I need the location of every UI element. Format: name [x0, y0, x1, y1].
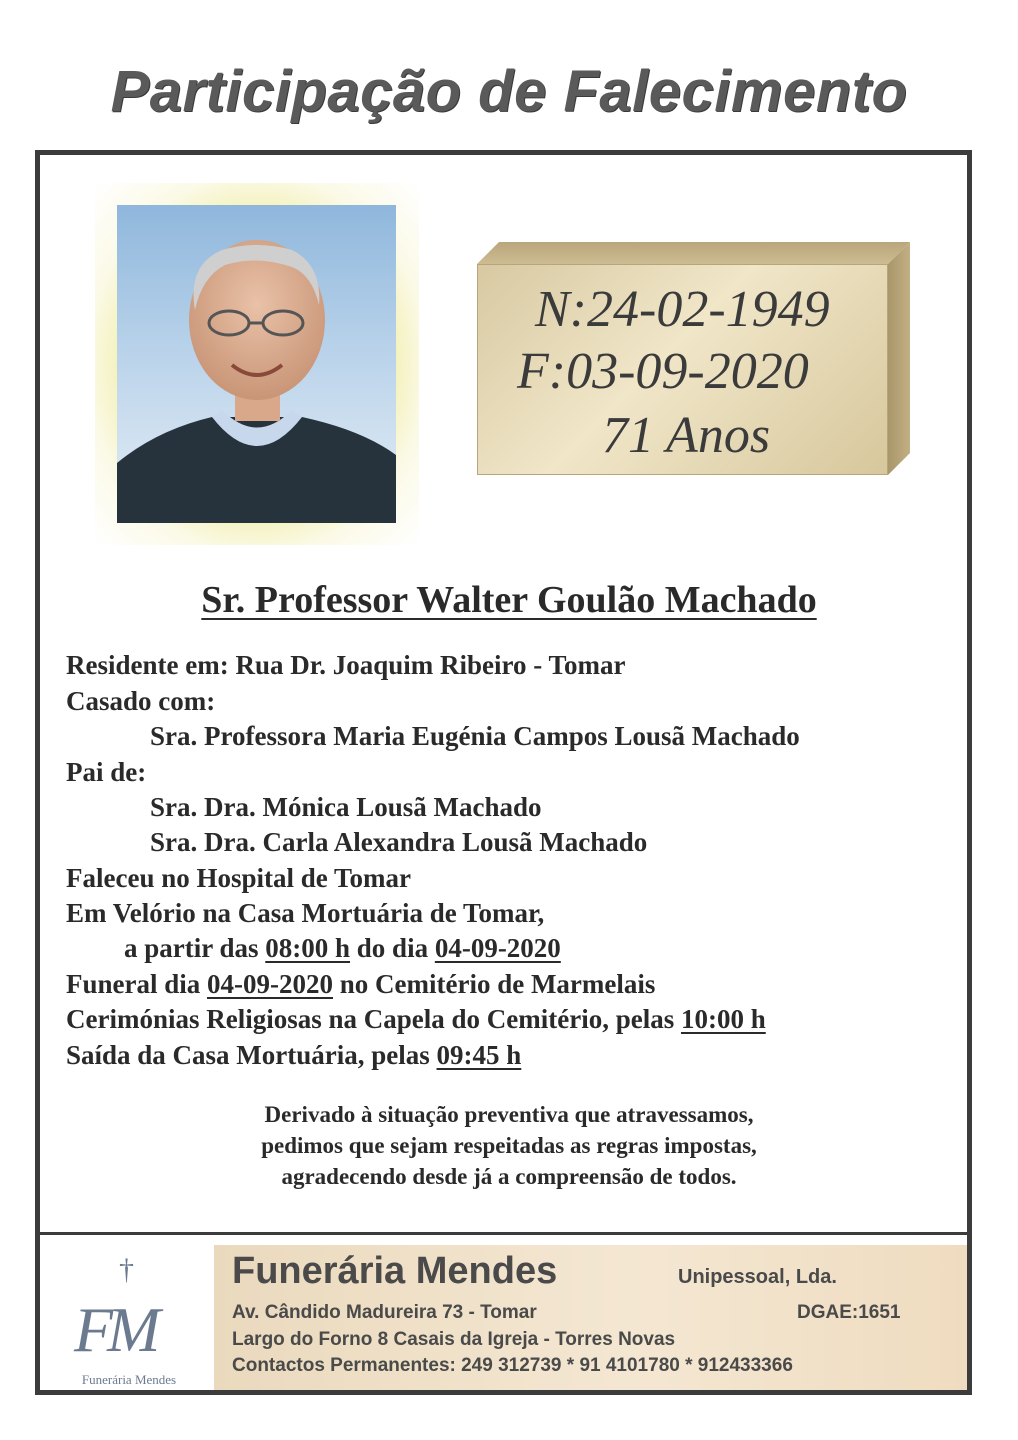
- wake-time-line: a partir das 08:00 h do dia 04-09-2020: [124, 933, 561, 963]
- father-label: Pai de:: [66, 757, 147, 787]
- ceremony-time: 10:00 h: [680, 1004, 766, 1034]
- portrait-photo: [117, 205, 396, 523]
- child-name: Sra. Dra. Mónica Lousã Machado: [150, 792, 542, 822]
- wake-date: 04-09-2020: [434, 933, 561, 963]
- notice-line: pedimos que sejam respeitadas as regras impostas,: [261, 1133, 757, 1158]
- logo-caption: Funerária Mendes: [81, 1372, 177, 1387]
- portrait-illustration: [117, 205, 396, 523]
- death-place-line: Faleceu no Hospital de Tomar: [66, 863, 412, 893]
- funeral-date: 04-09-2020: [207, 969, 333, 999]
- company-suffix: Unipessoal, Lda.: [678, 1266, 837, 1288]
- monogram-logo: FM: [74, 1294, 155, 1365]
- contacts-line: Contactos Permanentes: 249 312739 * 91 4101780 * 912433366: [232, 1355, 793, 1376]
- wake-time: 08:00 h: [265, 933, 351, 963]
- child-name: Sra. Dra. Carla Alexandra Lousã Machado: [150, 827, 648, 857]
- married-label: Casado com:: [66, 686, 216, 716]
- wake-line: Em Velório na Casa Mortuária de Tomar,: [66, 898, 545, 928]
- page-title: Participação de Falecimento: [110, 59, 908, 124]
- spouse-name: Sra. Professora Maria Eugénia Campos Lousã Machado: [150, 721, 800, 751]
- company-name: Funerária Mendes: [232, 1250, 558, 1292]
- dgae-number: DGAE:1651: [797, 1302, 901, 1323]
- company-logo: [44, 1245, 214, 1390]
- deceased-name: Sr. Professor Walter Goulão Machado: [201, 579, 817, 621]
- cross-icon: †: [119, 1253, 134, 1286]
- residence-line: Residente em: Rua Dr. Joaquim Ribeiro - Tomar: [66, 650, 626, 680]
- notice-line: Derivado à situação preventiva que atravessamos,: [264, 1102, 754, 1127]
- ceremony-line: Cerimónias Religiosas na Capela do Cemitério, pelas 10:00 h: [66, 1004, 766, 1034]
- dates-plaque: [477, 242, 910, 475]
- address-torres-novas: Largo do Forno 8 Casais da Igreja - Torres Novas: [232, 1329, 676, 1350]
- notice-line: agradecendo desde já a compreensão de todos.: [281, 1164, 737, 1189]
- departure-time: 09:45 h: [436, 1040, 522, 1070]
- departure-line: Saída da Casa Mortuária, pelas 09:45 h: [66, 1040, 522, 1070]
- funeral-line: Funeral dia 04-09-2020 no Cemitério de Marmelais: [66, 969, 656, 999]
- death-date: F:03-09-2020: [517, 343, 809, 400]
- address-tomar: Av. Cândido Madureira 73 - Tomar: [232, 1302, 537, 1323]
- age: 71 Anos: [602, 407, 771, 464]
- birth-date: N:24-02-1949: [535, 281, 830, 338]
